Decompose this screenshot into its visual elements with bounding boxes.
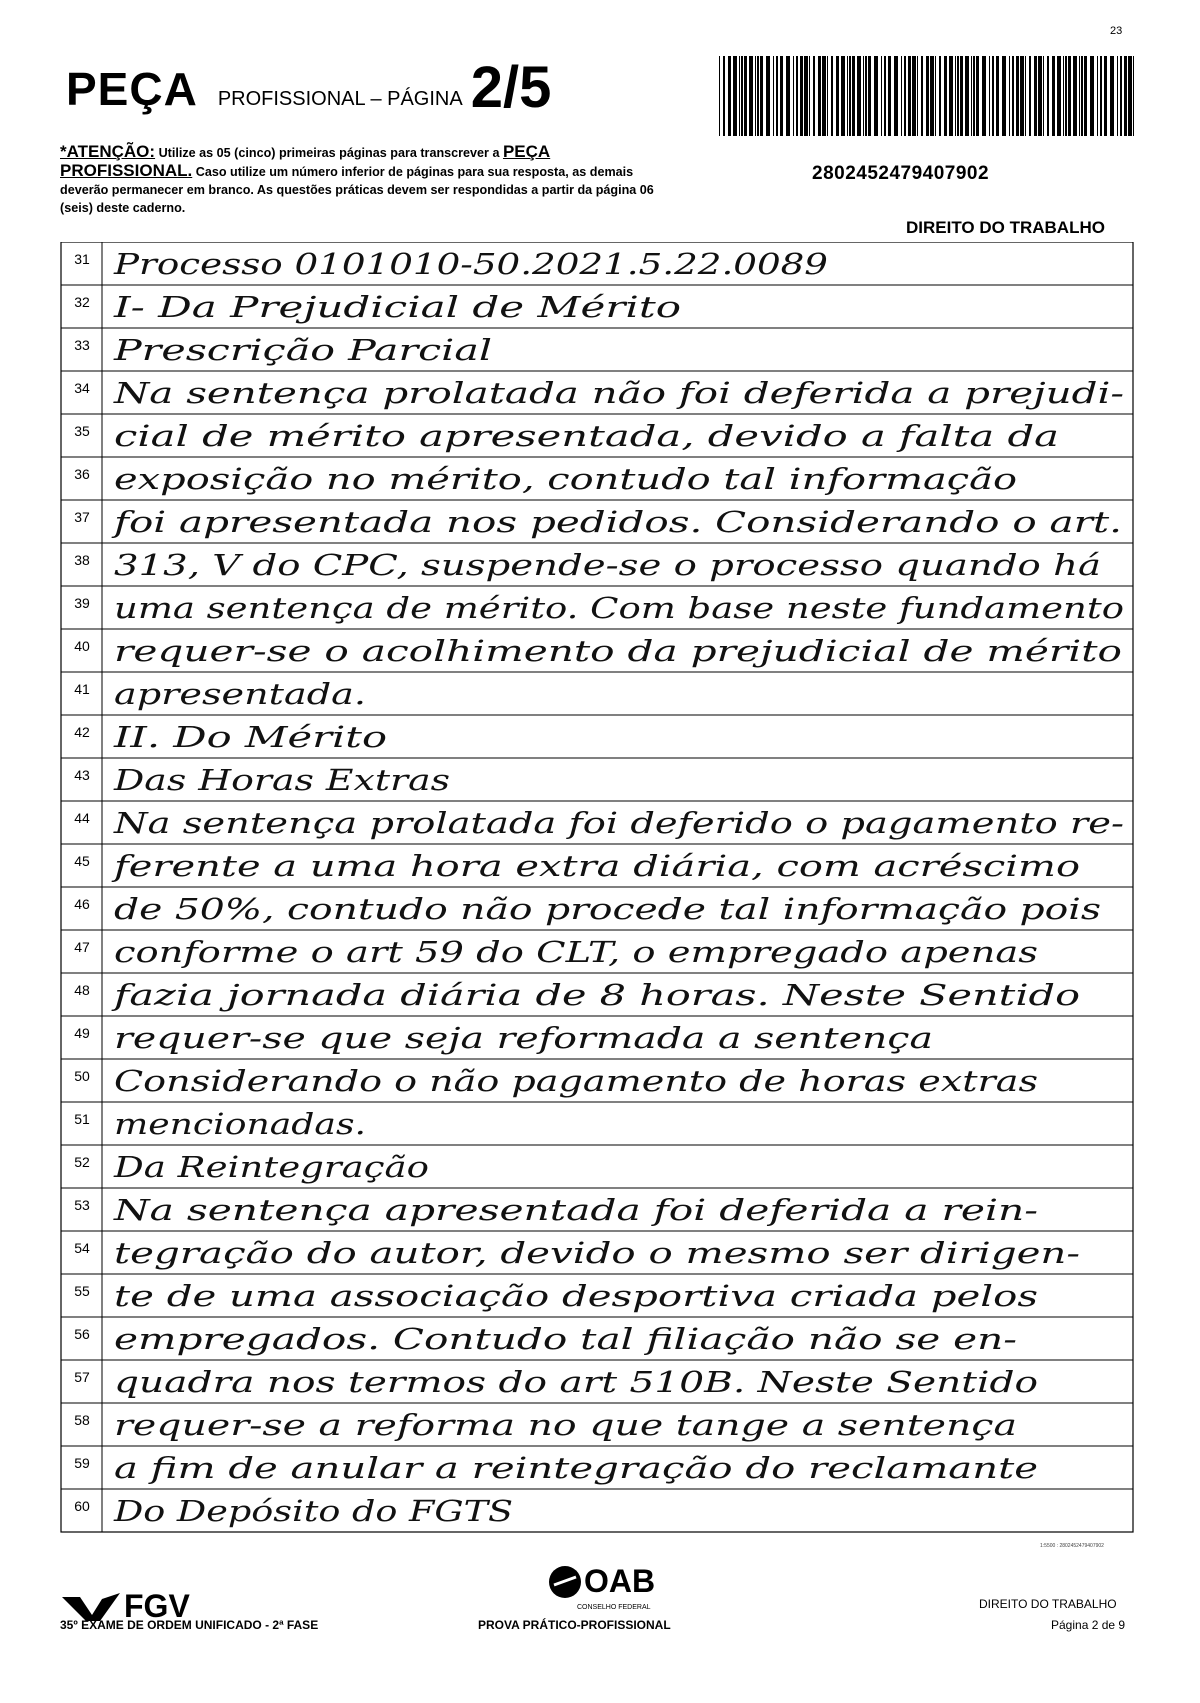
handwritten-line: a fim de anular a reintegração do reclamante — [114, 1451, 1038, 1485]
barcode-bar — [1097, 56, 1098, 136]
barcode-bar — [831, 56, 833, 136]
barcode-bar — [926, 56, 929, 136]
barcode-bar — [1068, 56, 1071, 136]
barcode-bar — [955, 56, 956, 136]
barcode-bar — [1120, 56, 1122, 136]
oab-logo-text: OAB — [584, 1563, 656, 1599]
line-number: 60 — [74, 1498, 90, 1514]
handwritten-line: uma sentença de mérito. Com base neste fundamento — [114, 591, 1124, 625]
barcode-bar — [982, 56, 986, 136]
line-number: 37 — [74, 509, 90, 525]
barcode-bar — [1110, 56, 1114, 136]
barcode-bar — [1128, 56, 1132, 136]
barcode-bar — [1016, 56, 1019, 136]
barcode-bar — [809, 56, 810, 136]
handwritten-line: II. Do Mérito — [112, 720, 387, 754]
handwritten-line: Do Depósito do FGTS — [112, 1494, 513, 1528]
barcode-bar — [908, 56, 911, 136]
handwritten-line: Na sentença prolatada foi deferido o pagamento re- — [112, 806, 1124, 840]
barcode-bar — [921, 56, 923, 136]
barcode-bar — [1124, 56, 1127, 136]
barcode-bar — [739, 56, 740, 136]
handwritten-line: tegração do autor, devido o mesmo ser dirigen- — [114, 1236, 1080, 1270]
handwritten-line: apresentada. — [114, 677, 366, 711]
barcode-bar — [773, 56, 774, 136]
barcode-bar — [904, 56, 906, 136]
barcode-bar — [863, 56, 864, 136]
barcode-bar — [719, 56, 720, 136]
handwritten-line: Na sentença apresentada foi deferida a rein- — [112, 1193, 1038, 1227]
barcode-bar — [960, 56, 963, 136]
exam-name: 35º EXAME DE ORDEM UNIFICADO - 2ª FASE — [60, 1618, 319, 1632]
barcode-bar — [847, 56, 848, 136]
barcode-bar — [841, 56, 845, 136]
barcode-bar — [881, 56, 882, 136]
barcode-bar — [1104, 56, 1107, 136]
barcode-bar — [1133, 56, 1134, 136]
barcode-bar — [957, 56, 959, 136]
handwritten-line: te de uma associação desportiva criada pelos — [114, 1279, 1038, 1313]
line-number: 59 — [74, 1455, 90, 1471]
title-page-indicator: 2/5 — [470, 55, 552, 120]
barcode-bar — [1065, 56, 1067, 136]
barcode-bar — [741, 56, 743, 136]
line-number: 38 — [74, 552, 90, 568]
handwritten-line: mencionadas. — [114, 1107, 366, 1141]
barcode-bar — [996, 56, 999, 136]
handwritten-line: Na sentença prolatada não foi deferida a prejudi- — [112, 376, 1125, 410]
barcode-bar — [1052, 56, 1055, 136]
barcode-bar — [901, 56, 902, 136]
barcode-bar — [1063, 56, 1064, 136]
barcode-bar — [865, 56, 867, 136]
handwritten-line: 313, V do CPC, suspende-se o processo quando há — [114, 548, 1101, 582]
line-number: 56 — [74, 1326, 90, 1342]
barcode-bar — [1073, 56, 1077, 136]
barcode-bar — [888, 56, 891, 136]
footer-subject: DIREITO DO TRABALHO — [979, 1597, 1117, 1611]
barcode-bar — [1020, 56, 1024, 136]
handwritten-line: Prescrição Parcial — [112, 333, 492, 367]
barcode-bar — [776, 56, 778, 136]
barcode-bar — [912, 56, 916, 136]
line-number: 45 — [74, 853, 90, 869]
handwritten-line: conforme o art 59 do CLT, o empregado apenas — [114, 935, 1038, 969]
barcode-bar — [1117, 56, 1118, 136]
line-number: 34 — [74, 380, 90, 396]
barcode-bar — [971, 56, 972, 136]
handwritten-line: requer-se que seja reformada a sentença — [114, 1021, 933, 1055]
handwritten-line: cial de mérito apresentada, devido a falta da — [114, 419, 1059, 453]
barcode — [719, 56, 1139, 136]
barcode-bar — [852, 56, 855, 136]
barcode-bar — [857, 56, 861, 136]
line-number: 32 — [74, 294, 90, 310]
barcode-bar — [849, 56, 851, 136]
line-number: 39 — [74, 595, 90, 611]
barcode-bar — [874, 56, 878, 136]
barcode-bar — [818, 56, 821, 136]
barcode-bar — [786, 56, 790, 136]
barcode-bar — [894, 56, 898, 136]
barcode-bar — [965, 56, 969, 136]
barcode-bar — [800, 56, 803, 136]
line-number: 31 — [74, 251, 90, 267]
line-number: 36 — [74, 466, 90, 482]
barcode-bar — [884, 56, 886, 136]
barcode-bar — [989, 56, 990, 136]
footer-code: 1:5500 : 2802452479407902 — [1040, 1543, 1104, 1549]
barcode-bar — [822, 56, 826, 136]
notice-bold: PEÇA PROFISSIONAL. — [60, 142, 551, 180]
fgv-logo-icon — [62, 1593, 120, 1621]
barcode-bar — [1012, 56, 1014, 136]
line-number: 53 — [74, 1197, 90, 1213]
barcode-bar — [1002, 56, 1006, 136]
barcode-bar — [723, 56, 725, 136]
handwritten-line: fazia jornada diária de 8 horas. Neste Sentido — [111, 978, 1081, 1012]
barcode-bar — [1043, 56, 1044, 136]
barcode-bar — [760, 56, 763, 136]
barcode-bar — [749, 56, 753, 136]
barcode-bar — [1025, 56, 1026, 136]
line-number: 54 — [74, 1240, 90, 1256]
barcode-number: 2802452479407902 — [812, 163, 990, 184]
line-number: 41 — [74, 681, 90, 697]
oab-logo — [548, 1563, 655, 1600]
barcode-bar — [733, 56, 737, 136]
line-number: 51 — [74, 1111, 90, 1127]
barcode-bar — [1029, 56, 1031, 136]
handwritten-line: ferente a uma hora extra diária, com acréscimo — [111, 849, 1080, 883]
barcode-bar — [1034, 56, 1037, 136]
barcode-bar — [728, 56, 731, 136]
fgv-logo-text: FGV — [124, 1588, 190, 1624]
page-number: 23 — [1110, 25, 1123, 37]
barcode-bar — [827, 56, 828, 136]
line-number: 35 — [74, 423, 90, 439]
line-number: 58 — [74, 1412, 90, 1428]
barcode-bar — [1079, 56, 1080, 136]
barcode-bar — [1038, 56, 1042, 136]
barcode-bar — [836, 56, 839, 136]
barcode-bar — [992, 56, 994, 136]
barcode-bar — [935, 56, 936, 136]
barcode-bar — [1090, 56, 1094, 136]
handwritten-line: empregados. Contudo tal filiação não se en- — [114, 1322, 1017, 1356]
barcode-bar — [868, 56, 871, 136]
line-number: 55 — [74, 1283, 90, 1299]
line-number: 46 — [74, 896, 90, 912]
handwritten-line: de 50%, contudo não procede tal informação pois — [114, 892, 1101, 926]
barcode-bar — [744, 56, 747, 136]
line-number: 44 — [74, 810, 90, 826]
handwritten-line: Da Reintegração — [112, 1150, 429, 1184]
line-number: 47 — [74, 939, 90, 955]
barcode-bar — [813, 56, 815, 136]
answer-lines — [60, 242, 1140, 1542]
handwritten-line: quadra nos termos do art 510B. Neste Sentido — [114, 1365, 1038, 1399]
barcode-bar — [930, 56, 934, 136]
oab-seal-icon — [548, 1565, 582, 1599]
notice-text-2: Caso utilize um número inferior de páginas para sua resposta, as demais deverão permanecer em branco. As questões práticas devem ser respondidas a partir da página 06 (seis) deste caderno. — [60, 165, 654, 215]
line-number: 33 — [74, 337, 90, 353]
barcode-bar — [949, 56, 953, 136]
line-number: 49 — [74, 1025, 90, 1041]
subject-header: DIREITO DO TRABALHO — [906, 218, 1105, 237]
line-number: 48 — [74, 982, 90, 998]
barcode-bar — [1057, 56, 1061, 136]
barcode-bar — [944, 56, 947, 136]
handwritten-line: Processo 0101010-50.2021.5.22.0089 — [112, 247, 829, 281]
title-subtitle: PROFISSIONAL – PÁGINA — [217, 88, 463, 110]
handwritten-line: Das Horas Extras — [112, 763, 450, 797]
barcode-bar — [1100, 56, 1102, 136]
page-title — [66, 52, 551, 119]
notice-text-1: Utilize as 05 (cinco) primeiras páginas para transcrever a — [158, 146, 500, 160]
line-number: 42 — [74, 724, 90, 740]
barcode-bar — [793, 56, 794, 136]
footer-page-count: Página 2 de 9 — [1051, 1618, 1126, 1632]
handwritten-line: I- Da Prejudicial de Mérito — [112, 290, 681, 324]
exam-type: PROVA PRÁTICO-PROFISSIONAL — [478, 1618, 671, 1632]
barcode-bar — [1084, 56, 1087, 136]
barcode-bar — [1047, 56, 1049, 136]
title-main: PEÇA — [66, 63, 198, 115]
attention-notice — [60, 143, 670, 217]
barcode-bar — [1081, 56, 1083, 136]
barcode-bar — [1009, 56, 1010, 136]
handwritten-line: exposição no mérito, contudo tal informação — [114, 462, 1017, 496]
barcode-bar — [939, 56, 941, 136]
handwritten-line: foi apresentada nos pedidos. Considerando o art. — [111, 505, 1122, 539]
handwritten-line: requer-se o acolhimento da prejudicial de mérito — [114, 634, 1122, 668]
oab-subtitle: CONSELHO FEDERAL — [577, 1604, 651, 1611]
handwritten-line: requer-se a reforma no que tange a sentença — [114, 1408, 1017, 1442]
barcode-bar — [796, 56, 798, 136]
line-number: 40 — [74, 638, 90, 654]
line-number: 57 — [74, 1369, 90, 1385]
barcode-bar — [917, 56, 918, 136]
barcode-bar — [804, 56, 808, 136]
barcode-bar — [976, 56, 979, 136]
handwritten-line: Considerando o não pagamento de horas extras — [114, 1064, 1038, 1098]
barcode-bar — [766, 56, 770, 136]
barcode-bar — [973, 56, 975, 136]
barcode-bar — [757, 56, 759, 136]
notice-label: *ATENÇÃO: — [60, 142, 156, 161]
barcode-bar — [780, 56, 783, 136]
line-number: 52 — [74, 1154, 90, 1170]
barcode-bar — [755, 56, 756, 136]
line-number: 50 — [74, 1068, 90, 1084]
line-number: 43 — [74, 767, 90, 783]
